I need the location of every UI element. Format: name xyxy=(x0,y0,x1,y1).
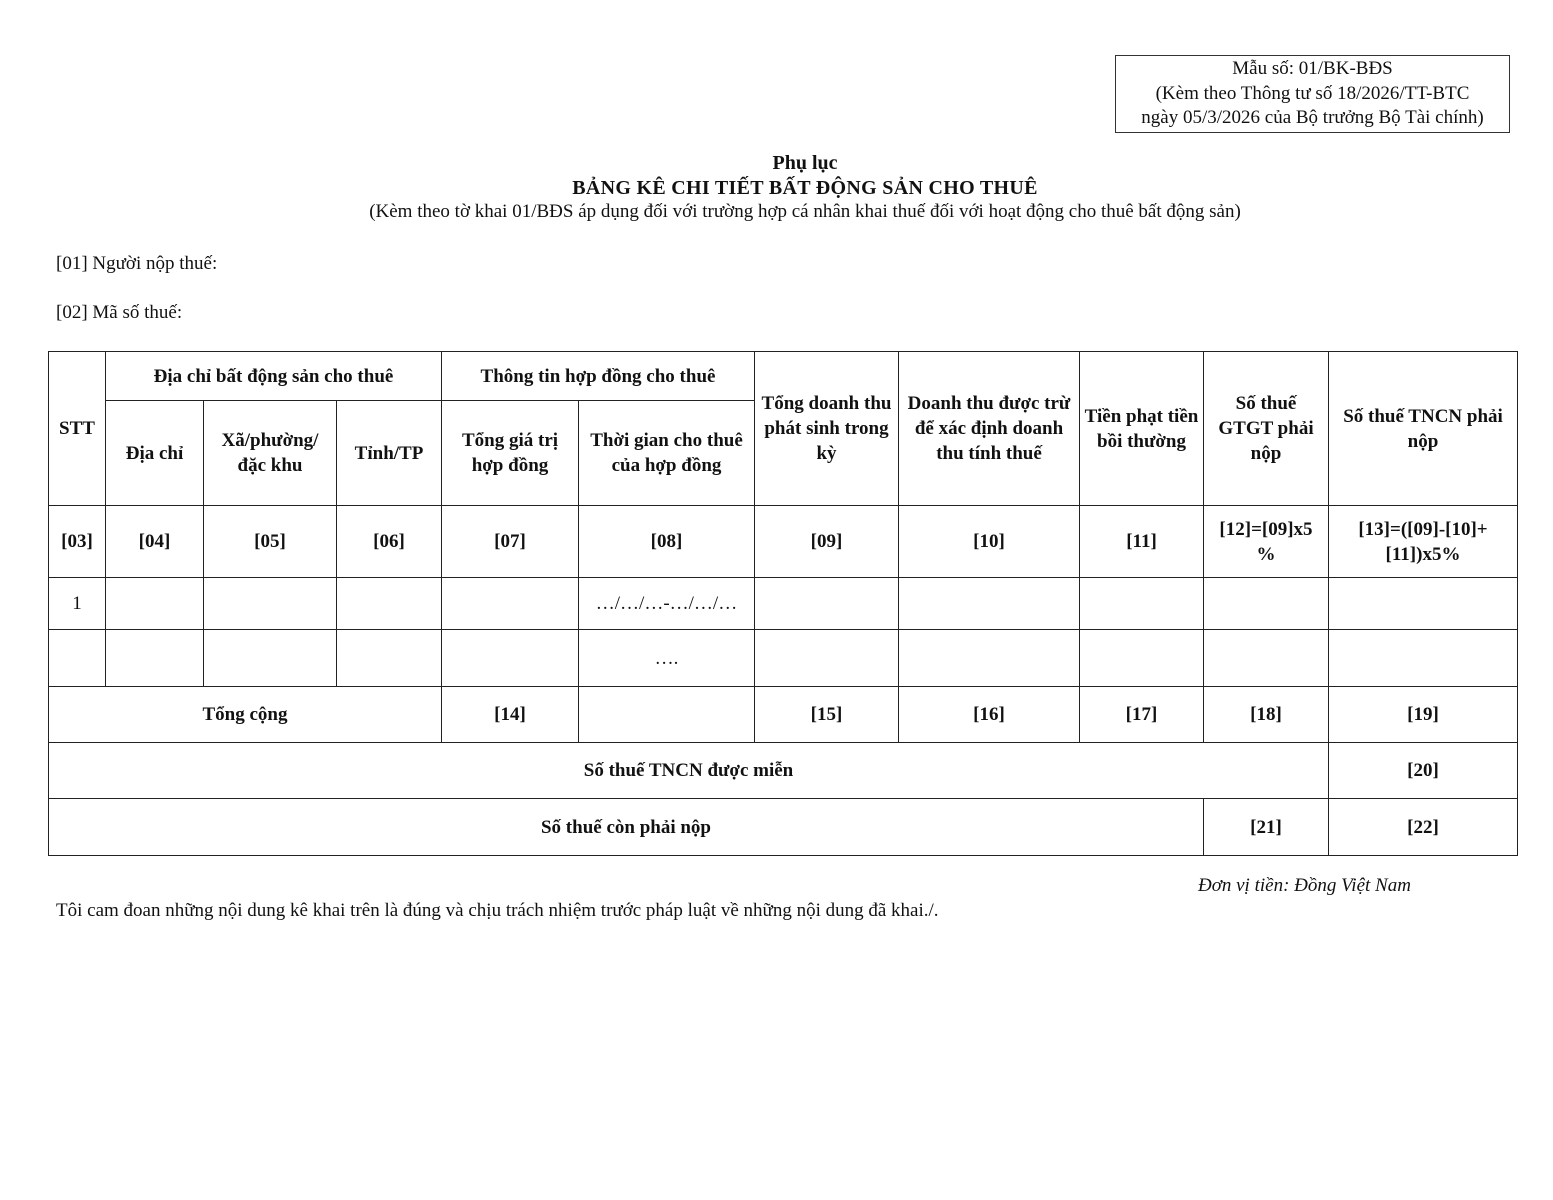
page-title: BẢNG KÊ CHI TIẾT BẤT ĐỘNG SẢN CHO THUÊ xyxy=(572,177,1038,199)
cell[interactable] xyxy=(899,630,1080,687)
title-block xyxy=(0,150,1553,224)
header-vat: Số thuế GTGT phải nộp xyxy=(1204,352,1329,506)
header-address: Địa chỉ xyxy=(106,401,204,506)
code-cell: [03] xyxy=(49,506,106,578)
header-penalty: Tiền phạt tiền bồi thường xyxy=(1080,352,1204,506)
code-cell: [11] xyxy=(1080,506,1204,578)
cell[interactable] xyxy=(442,630,579,687)
appendix-label: Phụ lục xyxy=(772,152,838,174)
exempt-20: [20] xyxy=(1329,743,1518,799)
total-17: [17] xyxy=(1080,687,1204,743)
code-cell: [08] xyxy=(579,506,755,578)
remaining-label: Số thuế còn phải nộp xyxy=(49,799,1204,856)
row-stt: 1 xyxy=(49,578,106,630)
cell[interactable] xyxy=(1080,630,1204,687)
table-row xyxy=(49,578,1518,630)
cell[interactable] xyxy=(106,630,204,687)
cell[interactable] xyxy=(755,578,899,630)
total-19: [19] xyxy=(1329,687,1518,743)
remaining-row xyxy=(49,799,1518,856)
circular-date: ngày 05/3/2026 của Bộ trưởng Bộ Tài chính) xyxy=(1141,107,1484,128)
code-cell: [09] xyxy=(755,506,899,578)
form-number-box xyxy=(1115,55,1510,133)
taxpayer-field[interactable]: [01] Người nộp thuế: xyxy=(56,253,218,274)
code-cell: [10] xyxy=(899,506,1080,578)
cell[interactable] xyxy=(204,630,337,687)
code-cell: [07] xyxy=(442,506,579,578)
header-group-contract: Thông tin hợp đồng cho thuê xyxy=(442,352,755,401)
cell[interactable] xyxy=(442,578,579,630)
table-row xyxy=(49,630,1518,687)
code-cell: [06] xyxy=(337,506,442,578)
header-province: Tỉnh/TP xyxy=(337,401,442,506)
tax-code-field[interactable]: [02] Mã số thuế: xyxy=(56,302,183,323)
cell[interactable] xyxy=(49,630,106,687)
code-cell: [05] xyxy=(204,506,337,578)
total-label: Tổng cộng xyxy=(49,687,442,743)
remaining-22: [22] xyxy=(1329,799,1518,856)
code-row xyxy=(49,506,1518,578)
header-deductible-revenue: Doanh thu được trừ để xác định doanh thu tính thuế xyxy=(899,352,1080,506)
total-14: [14] xyxy=(442,687,579,743)
cell[interactable] xyxy=(1329,630,1518,687)
circular-ref: (Kèm theo Thông tư số 18/2026/TT-BTC xyxy=(1155,82,1470,104)
currency-unit: Đơn vị tiền: Đồng Việt Nam xyxy=(1198,875,1411,896)
exempt-label: Số thuế TNCN được miễn xyxy=(49,743,1329,799)
cell[interactable] xyxy=(204,578,337,630)
cell[interactable] xyxy=(337,578,442,630)
cell[interactable] xyxy=(106,578,204,630)
header-group-address: Địa chỉ bất động sản cho thuê xyxy=(106,352,442,401)
remaining-21: [21] xyxy=(1204,799,1329,856)
header-total-revenue: Tổng doanh thu phát sinh trong kỳ xyxy=(755,352,899,506)
code-cell: [13]=([09]-[10]+[11])x5% xyxy=(1329,506,1518,578)
page-subtitle: (Kèm theo tờ khai 01/BĐS áp dụng đối với trường hợp cá nhân khai thuế đối với hoạt động cho thuê bất động sản) xyxy=(369,201,1241,222)
cell[interactable] xyxy=(755,630,899,687)
property-rental-table xyxy=(48,351,1518,856)
header-contract-period: Thời gian cho thuê của hợp đồng xyxy=(579,401,755,506)
cell xyxy=(579,687,755,743)
code-cell: [04] xyxy=(106,506,204,578)
code-cell: [12]=[09]x5 % xyxy=(1204,506,1329,578)
header-ward: Xã/phường/ đặc khu xyxy=(204,401,337,506)
cell[interactable] xyxy=(1204,630,1329,687)
total-row xyxy=(49,687,1518,743)
exempt-row xyxy=(49,743,1518,799)
cell[interactable] xyxy=(899,578,1080,630)
total-16: [16] xyxy=(899,687,1080,743)
header-pit: Số thuế TNCN phải nộp xyxy=(1329,352,1518,506)
form-number: Mẫu số: 01/BK-BĐS xyxy=(1232,58,1393,79)
cell[interactable] xyxy=(1329,578,1518,630)
declaration: Tôi cam đoan những nội dung kê khai trên là đúng và chịu trách nhiệm trước pháp luật về những nội dung đã khai./. xyxy=(56,900,939,921)
cell[interactable] xyxy=(1080,578,1204,630)
cell[interactable] xyxy=(337,630,442,687)
total-18: [18] xyxy=(1204,687,1329,743)
header-stt: STT xyxy=(49,352,106,506)
header-contract-value: Tổng giá trị hợp đồng xyxy=(442,401,579,506)
total-15: [15] xyxy=(755,687,899,743)
row-period[interactable]: …. xyxy=(579,630,755,687)
cell[interactable] xyxy=(1204,578,1329,630)
row-period[interactable]: …/…/…-…/…/… xyxy=(579,578,755,630)
